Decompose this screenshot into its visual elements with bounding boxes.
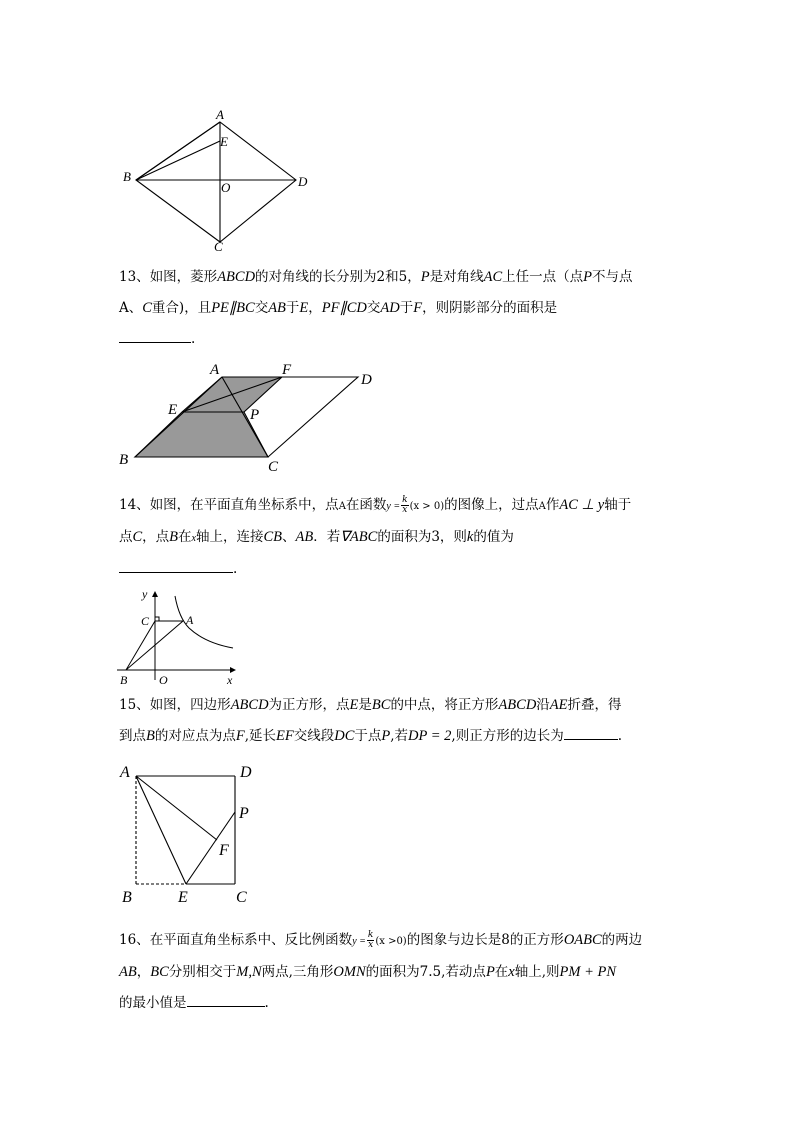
label-A: A [186, 613, 194, 627]
label-A: A [120, 764, 130, 781]
fraction-k-over-x: $\frac{k}{x}$ [367, 930, 374, 950]
rhombus-figure-12 [110, 105, 320, 255]
label-C: C [268, 459, 279, 475]
question-14 [119, 490, 679, 585]
question-13 [119, 262, 679, 355]
label-O: O [159, 673, 168, 687]
label-F: F [282, 362, 292, 378]
q13-line-3: . [119, 324, 679, 355]
fraction-k-over-x: $\frac{k}{x}$ [402, 495, 408, 515]
label-B: B [119, 452, 129, 468]
label-x: x [227, 673, 233, 687]
q14-line-1: 14、如图，在平面直角坐标系中，点A在函数y = $\frac{k}{x}$ (x > 0)的图像上，过点A作AC ⊥ y轴于 [119, 495, 632, 515]
q14-line-2: 点C，点B在x轴上，连接CB、AB．若∇ABC的面积为3，则k的值为 [119, 529, 514, 545]
q16-line-1: 16、在平面直角坐标系中、反比例函数y = $\frac{k}{x}$ (x >0)的图象与边长是8的正方形OABC的两边 [119, 930, 643, 950]
label-C: C [236, 889, 247, 906]
label-A: A [210, 362, 220, 378]
q15-line-2: 到点B的对应点为点F,延长EF交线段DC于点P,若DP = 2,则正方形的边长为 . [119, 721, 679, 752]
q13-line-2: A、C重合)，且PE∥BC交AB于E，PF∥CD交AD于F，则阴影部分的面积是 [119, 300, 558, 316]
q16-line-3: 的最小值是 . [119, 988, 679, 1019]
label-E: E [178, 889, 188, 906]
square-figure-15 [115, 760, 265, 910]
q13-line-1: 13、如图，菱形ABCD的对角线的长分别为2和5，P是对角线AC上任一点（点P不与点 [119, 269, 633, 285]
label-E: E [168, 402, 178, 418]
label-D: D [240, 764, 252, 781]
answer-blank-14[interactable] [119, 558, 233, 573]
label-y: y [142, 587, 148, 601]
label-A: A [216, 107, 224, 122]
answer-blank-16[interactable] [187, 992, 265, 1007]
label-P: P [250, 407, 260, 423]
label-C: C [214, 239, 223, 254]
answer-blank-13[interactable] [119, 328, 191, 343]
q15-line-1: 15、如图，四边形ABCD为正方形，点E是BC的中点，将正方形ABCD沿AE折叠，得 [119, 697, 622, 713]
label-P: P [239, 805, 249, 822]
label-C: C [141, 614, 150, 628]
parallelogram-figure-13 [115, 360, 385, 475]
label-B: B [120, 673, 128, 687]
question-15 [119, 690, 679, 752]
label-D: D [298, 174, 308, 189]
label-E: E [220, 134, 228, 149]
coordinate-figure-14 [115, 588, 245, 688]
label-D: D [361, 372, 372, 388]
q16-line-2: AB，BC分别相交于M,N两点,三角形OMN的面积为7.5,若动点P在x轴上,则PM + PN [119, 964, 617, 980]
label-O: O [221, 180, 231, 195]
label-B: B [122, 889, 132, 906]
label-F: F [219, 842, 229, 859]
question-16 [119, 925, 679, 1019]
label-B: B [123, 169, 131, 184]
q14-line-3: . [119, 554, 679, 585]
answer-blank-15[interactable] [564, 725, 618, 740]
